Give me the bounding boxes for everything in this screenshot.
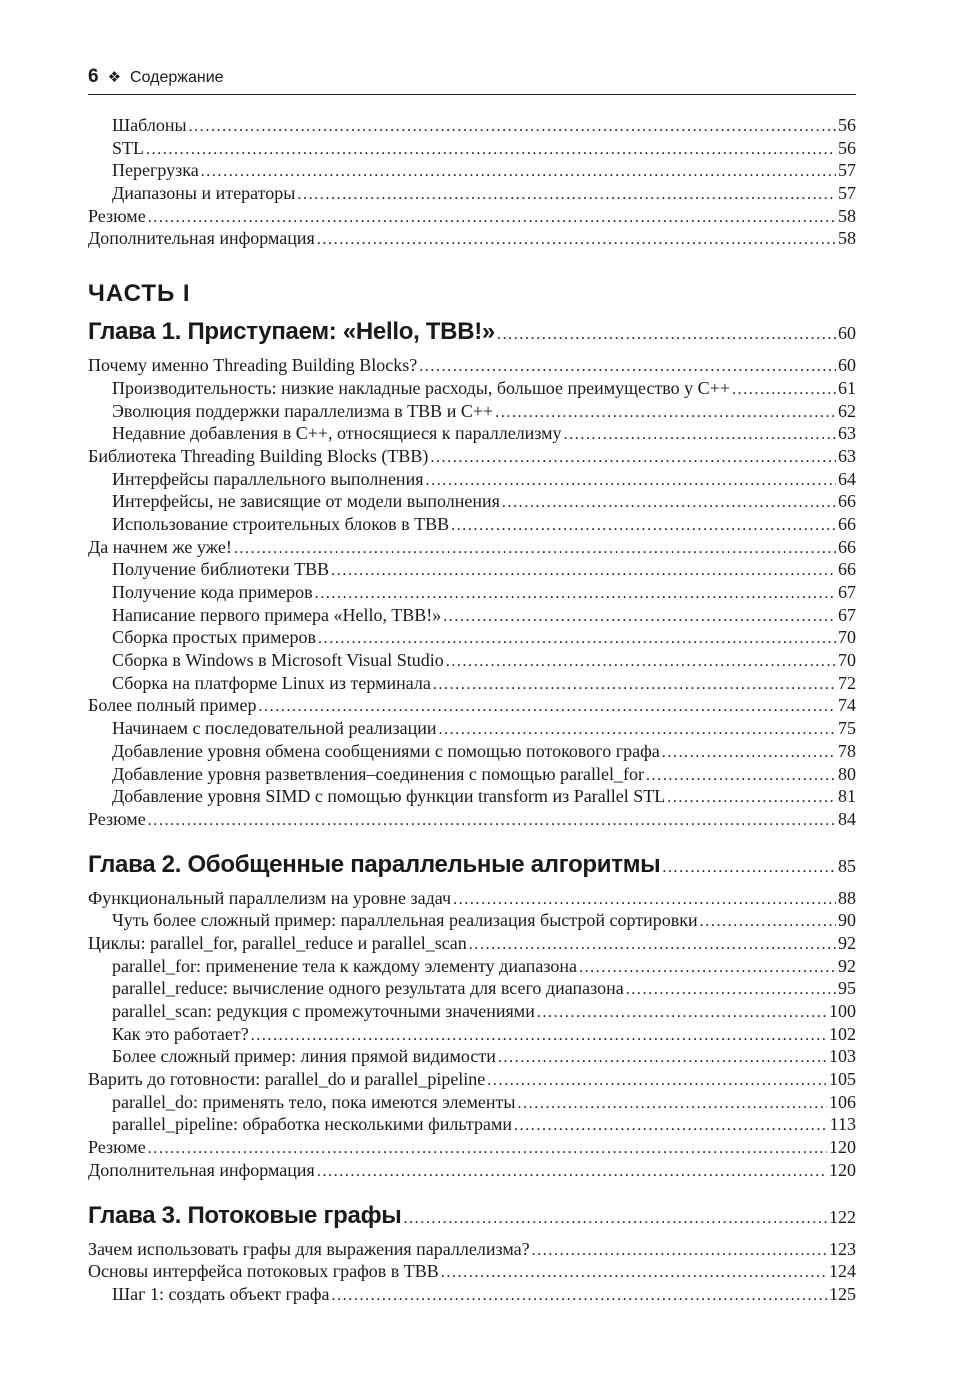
entry-page-number: 56 — [838, 137, 856, 158]
dot-leader — [148, 1138, 827, 1161]
toc-subentry[interactable] — [88, 159, 856, 182]
entry-label: Более сложный пример: линия прямой видимости — [112, 1046, 496, 1067]
chapters — [88, 314, 856, 1305]
entry-page-number: 70 — [838, 650, 856, 671]
entry-page-number: 57 — [838, 183, 856, 204]
dot-leader — [441, 1262, 827, 1285]
dot-leader — [514, 1115, 828, 1138]
chapter-page-number: 60 — [838, 323, 856, 344]
entry-page-number: 58 — [838, 205, 856, 226]
toc-subentry[interactable] — [88, 909, 856, 932]
entry-label: Дополнительная информация — [88, 228, 315, 249]
entry-label: parallel_scan: редукция с промежуточными значениями — [112, 1001, 535, 1021]
entry-page-number: 64 — [838, 468, 856, 489]
toc-subentry[interactable] — [88, 626, 856, 649]
entry-label: Диапазоны и итераторы — [112, 183, 296, 204]
entry-page-number: 66 — [838, 513, 856, 534]
entry-label: Эволюция поддержки параллелизма в TBB и C++ — [112, 400, 494, 421]
dot-leader — [425, 470, 836, 493]
toc-subentry[interactable] — [88, 422, 856, 445]
chapter-title: Глава 3. Потоковые графы — [88, 1201, 402, 1229]
toc-entry[interactable] — [88, 1238, 856, 1261]
toc-subentry[interactable] — [88, 513, 856, 536]
entry-page-number: 63 — [838, 445, 856, 466]
entry-label: Сборка на платформе Linux из терминала — [112, 672, 431, 693]
toc-entry[interactable] — [88, 1136, 856, 1159]
entry-page-number: 125 — [829, 1283, 856, 1304]
entry-page-number: 61 — [838, 377, 856, 398]
chapter-title: Глава 1. Приступаем: «Hello, TBB!» — [88, 318, 495, 346]
entry-page-number: 60 — [838, 355, 856, 376]
dot-leader — [662, 742, 836, 765]
entry-page-number: 57 — [838, 160, 856, 181]
toc-subentry[interactable] — [88, 785, 856, 808]
entry-page-number: 74 — [838, 695, 856, 716]
toc-entry[interactable] — [88, 694, 856, 717]
dot-leader — [258, 696, 836, 719]
entry-page-number: 75 — [838, 718, 856, 739]
entry-label: Дополнительная информация — [88, 1159, 315, 1180]
entry-label: Шаблоны — [112, 115, 187, 135]
dot-leader — [667, 787, 836, 810]
entry-page-number: 72 — [838, 672, 856, 693]
dot-leader — [438, 719, 836, 742]
entry-page-number: 124 — [829, 1261, 856, 1282]
entry-page-number: 90 — [838, 910, 856, 931]
toc-subentry[interactable] — [88, 137, 856, 160]
entry-label: Сборка простых примеров — [112, 627, 317, 648]
dot-leader — [331, 1285, 827, 1308]
dot-leader — [419, 356, 836, 379]
entry-label: parallel_reduce: вычисление одного результата для всего диапазона — [112, 978, 624, 999]
entry-page-number: 63 — [838, 423, 856, 444]
chapter-title: Глава 2. Обобщенные параллельные алгоритмы — [88, 850, 661, 878]
dot-leader — [532, 1240, 827, 1263]
entry-label: Функциональный параллелизм на уровне задач — [88, 887, 452, 908]
dot-leader — [433, 674, 836, 697]
toc-subentry[interactable] — [88, 649, 856, 672]
entry-label: Резюме — [88, 808, 146, 829]
toc-entry[interactable] — [88, 1159, 856, 1182]
dot-leader — [646, 765, 836, 788]
entry-page-number: 58 — [838, 228, 856, 249]
entry-label: Резюме — [88, 205, 146, 226]
dot-leader — [201, 161, 836, 184]
entry-label: Недавние добавления в C++, относящиеся к параллелизму — [112, 423, 562, 444]
dot-leader — [443, 606, 836, 629]
entry-label: STL — [112, 137, 145, 158]
dot-leader — [317, 229, 836, 252]
dot-leader — [148, 810, 836, 833]
entry-label: Начинаем с последовательной реализации — [112, 718, 437, 739]
entry-label: Да начнем же уже! — [88, 536, 232, 557]
chapter-gap — [88, 831, 856, 845]
running-head — [88, 66, 856, 95]
dot-leader — [579, 957, 836, 980]
dot-leader — [700, 911, 836, 934]
toc-subentry[interactable] — [88, 740, 856, 763]
dot-leader — [487, 1070, 827, 1093]
toc-subentry[interactable] — [88, 1091, 856, 1114]
entry-label: Добавление уровня разветвления–соединения с помощью parallel_for — [112, 763, 645, 784]
entry-page-number: 62 — [838, 400, 856, 421]
entry-page-number: 106 — [829, 1091, 856, 1112]
toc-entry[interactable] — [88, 354, 856, 377]
entry-page-number: 66 — [838, 491, 856, 512]
entry-page-number: 67 — [838, 582, 856, 602]
entry-page-number: 105 — [829, 1069, 856, 1090]
dot-leader — [430, 447, 836, 470]
toc-subentry[interactable] — [88, 1045, 856, 1068]
entry-label: Основы интерфейса потоковых графов в TBB — [88, 1261, 439, 1282]
toc-subentry[interactable] — [88, 1113, 856, 1136]
toc-entry[interactable] — [88, 536, 856, 559]
toc-entry[interactable] — [88, 227, 856, 250]
entry-page-number: 84 — [838, 808, 856, 829]
toc-subentry[interactable] — [88, 182, 856, 205]
entry-label: Получение библиотеки TBB — [112, 559, 330, 580]
entry-label: Сборка в Windows в Microsoft Visual Studio — [112, 650, 444, 671]
dot-leader — [148, 207, 836, 230]
entry-page-number: 102 — [829, 1023, 856, 1044]
toc-subentry[interactable] — [88, 490, 856, 513]
dot-leader — [469, 934, 836, 957]
entry-label: parallel_for: применение тела к каждому элементу диапазона — [112, 955, 577, 976]
toc-entry[interactable] — [88, 445, 856, 468]
entry-label: Получение кода примеров — [112, 582, 313, 602]
entry-label: Интерфейсы, не зависящие от модели выполнения — [112, 491, 500, 512]
entry-page-number: 88 — [838, 887, 856, 908]
chapter-gap — [88, 1182, 856, 1196]
toc-subentry[interactable] — [88, 400, 856, 423]
page-number: 6 — [88, 66, 99, 87]
dot-leader — [732, 379, 836, 402]
dot-leader — [403, 1201, 827, 1237]
entry-label: Чуть более сложный пример: параллельная реализация быстрой сортировки — [112, 910, 698, 931]
entry-page-number: 113 — [829, 1114, 856, 1135]
toc-subentry[interactable] — [88, 1283, 856, 1306]
dot-leader — [497, 317, 836, 353]
entry-page-number: 120 — [829, 1137, 856, 1158]
entry-page-number: 67 — [838, 604, 856, 625]
toc-entry[interactable] — [88, 205, 856, 228]
dot-leader — [626, 979, 836, 1002]
dot-leader — [453, 889, 836, 912]
toc-entry[interactable] — [88, 887, 856, 910]
toc-subentry[interactable] — [88, 717, 856, 740]
entry-label: Более полный пример — [88, 695, 257, 716]
toc-subentry[interactable] — [88, 604, 856, 627]
dot-leader — [317, 1161, 827, 1184]
dot-leader — [251, 1025, 827, 1048]
chapter-heading[interactable] — [88, 847, 856, 883]
toc-subentry[interactable] — [88, 763, 856, 786]
entry-label: Как это работает? — [112, 1023, 249, 1044]
chapter-page-number: 122 — [829, 1206, 856, 1227]
entry-label: Библиотека Threading Building Blocks (TBB) — [88, 445, 429, 466]
entry-page-number: 66 — [838, 559, 856, 580]
toc-entry[interactable] — [88, 1068, 856, 1091]
entry-label: Резюме — [88, 1137, 146, 1158]
entry-page-number: 123 — [829, 1238, 856, 1259]
dot-leader — [189, 116, 836, 139]
toc-subentry[interactable] — [88, 114, 856, 137]
entry-page-number: 92 — [838, 932, 856, 953]
toc-subentry[interactable] — [88, 1000, 856, 1023]
running-head-title: Содержание — [130, 69, 224, 86]
entry-label: Зачем использовать графы для выражения параллелизма? — [88, 1238, 530, 1259]
toc-entry[interactable] — [88, 808, 856, 831]
entry-page-number: 80 — [838, 763, 856, 784]
entry-label: Производительность: низкие накладные расходы, большое преимущество у C++ — [112, 377, 730, 398]
dot-leader — [498, 1047, 827, 1070]
entry-label: Почему именно Threading Building Blocks? — [88, 355, 418, 376]
dot-leader — [495, 402, 836, 425]
entry-label: Варить до готовности: parallel_do и parallel_pipeline — [88, 1069, 486, 1090]
entry-label: Циклы: parallel_for, parallel_reduce и parallel_scan — [88, 932, 467, 953]
chapter-page-number: 85 — [838, 855, 856, 876]
dot-leader — [451, 515, 836, 538]
entry-page-number: 56 — [838, 115, 856, 135]
entry-label: Добавление уровня обмена сообщениями с помощью потокового графа — [112, 740, 660, 761]
intro-entries — [88, 114, 856, 250]
entry-label: Интерфейсы параллельного выполнения — [112, 468, 424, 489]
dot-leader — [564, 424, 836, 447]
toc-page — [88, 66, 856, 1306]
toc-entry[interactable] — [88, 1260, 856, 1283]
toc-entry[interactable] — [88, 932, 856, 955]
entry-page-number: 78 — [838, 740, 856, 761]
toc-subentry[interactable] — [88, 1023, 856, 1046]
dot-leader — [446, 651, 836, 674]
dot-leader — [315, 583, 836, 606]
toc-subentry[interactable] — [88, 468, 856, 491]
entry-page-number: 66 — [838, 536, 856, 557]
toc-subentry[interactable] — [88, 977, 856, 1000]
entry-page-number: 95 — [838, 978, 856, 999]
dot-leader — [234, 538, 836, 561]
ornament-icon: ❖ — [107, 69, 122, 86]
chapter-heading[interactable] — [88, 314, 856, 350]
entry-label: Написание первого примера «Hello, TBB!» — [112, 604, 442, 625]
entry-page-number: 81 — [838, 786, 856, 807]
dot-leader — [297, 184, 836, 207]
entry-page-number: 100 — [829, 1001, 856, 1021]
entry-label: Использование строительных блоков в TBB — [112, 513, 450, 534]
dot-leader — [662, 850, 836, 886]
dot-leader — [331, 560, 836, 583]
toc-subentry[interactable] — [88, 558, 856, 581]
toc-subentry[interactable] — [88, 955, 856, 978]
entry-label: parallel_do: применять тело, пока имеются элементы — [112, 1091, 516, 1112]
dot-leader — [537, 1002, 827, 1025]
dot-leader — [318, 628, 836, 651]
chapter-heading[interactable] — [88, 1198, 856, 1234]
entry-label: Добавление уровня SIMD с помощью функции transform из Parallel STL — [112, 786, 666, 807]
dot-leader — [146, 139, 836, 162]
entry-label: Шаг 1: создать объект графа — [112, 1283, 330, 1304]
toc-subentry[interactable] — [88, 672, 856, 695]
entry-page-number: 70 — [838, 627, 856, 648]
dot-leader — [502, 492, 836, 515]
part-title: ЧАСТЬ I — [88, 280, 191, 308]
entry-label: Перегрузка — [112, 160, 199, 181]
entry-page-number: 103 — [829, 1046, 856, 1067]
toc-subentry[interactable] — [88, 377, 856, 400]
dot-leader — [517, 1093, 827, 1116]
toc-subentry[interactable] — [88, 581, 856, 604]
entry-page-number: 92 — [838, 955, 856, 976]
entry-label: parallel_pipeline: обработка несколькими фильтрами — [112, 1114, 512, 1135]
entry-page-number: 120 — [829, 1159, 856, 1180]
